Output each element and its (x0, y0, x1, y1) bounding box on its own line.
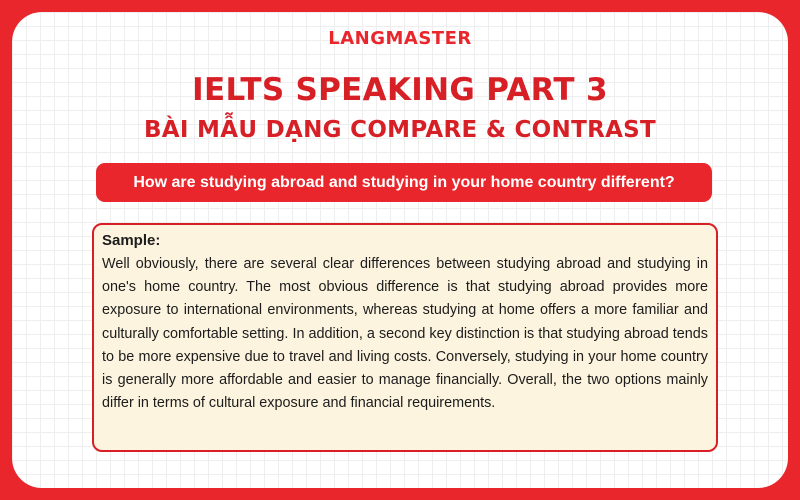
page-subtitle: BÀI MẪU DẠNG COMPARE & CONTRAST (143, 117, 657, 143)
content-card (12, 12, 788, 488)
brand-logo: LANGMASTER (328, 28, 472, 49)
sample-text: Well obviously, there are several clear differences between studying abroad and studying in one's home country. The most obvious difference is that studying abroad provides more exposure to international environments, whereas studying at home offers a more familiar and culturally comfortable setting. In addition, a second key distinction is that studying abroad tends to be more expensive due to travel and living costs. Conversely, studying in your home country is generally more affordable and easier to manage financially. Overall, the two options mainly differ in terms of cultural exposure and financial requirements. (102, 256, 708, 412)
page-title: IELTS SPEAKING PART 3 (192, 72, 608, 108)
question-banner: How are studying abroad and studying in your home country different? (96, 163, 712, 202)
sample-box (92, 223, 718, 452)
sample-label: Sample: (102, 232, 161, 249)
